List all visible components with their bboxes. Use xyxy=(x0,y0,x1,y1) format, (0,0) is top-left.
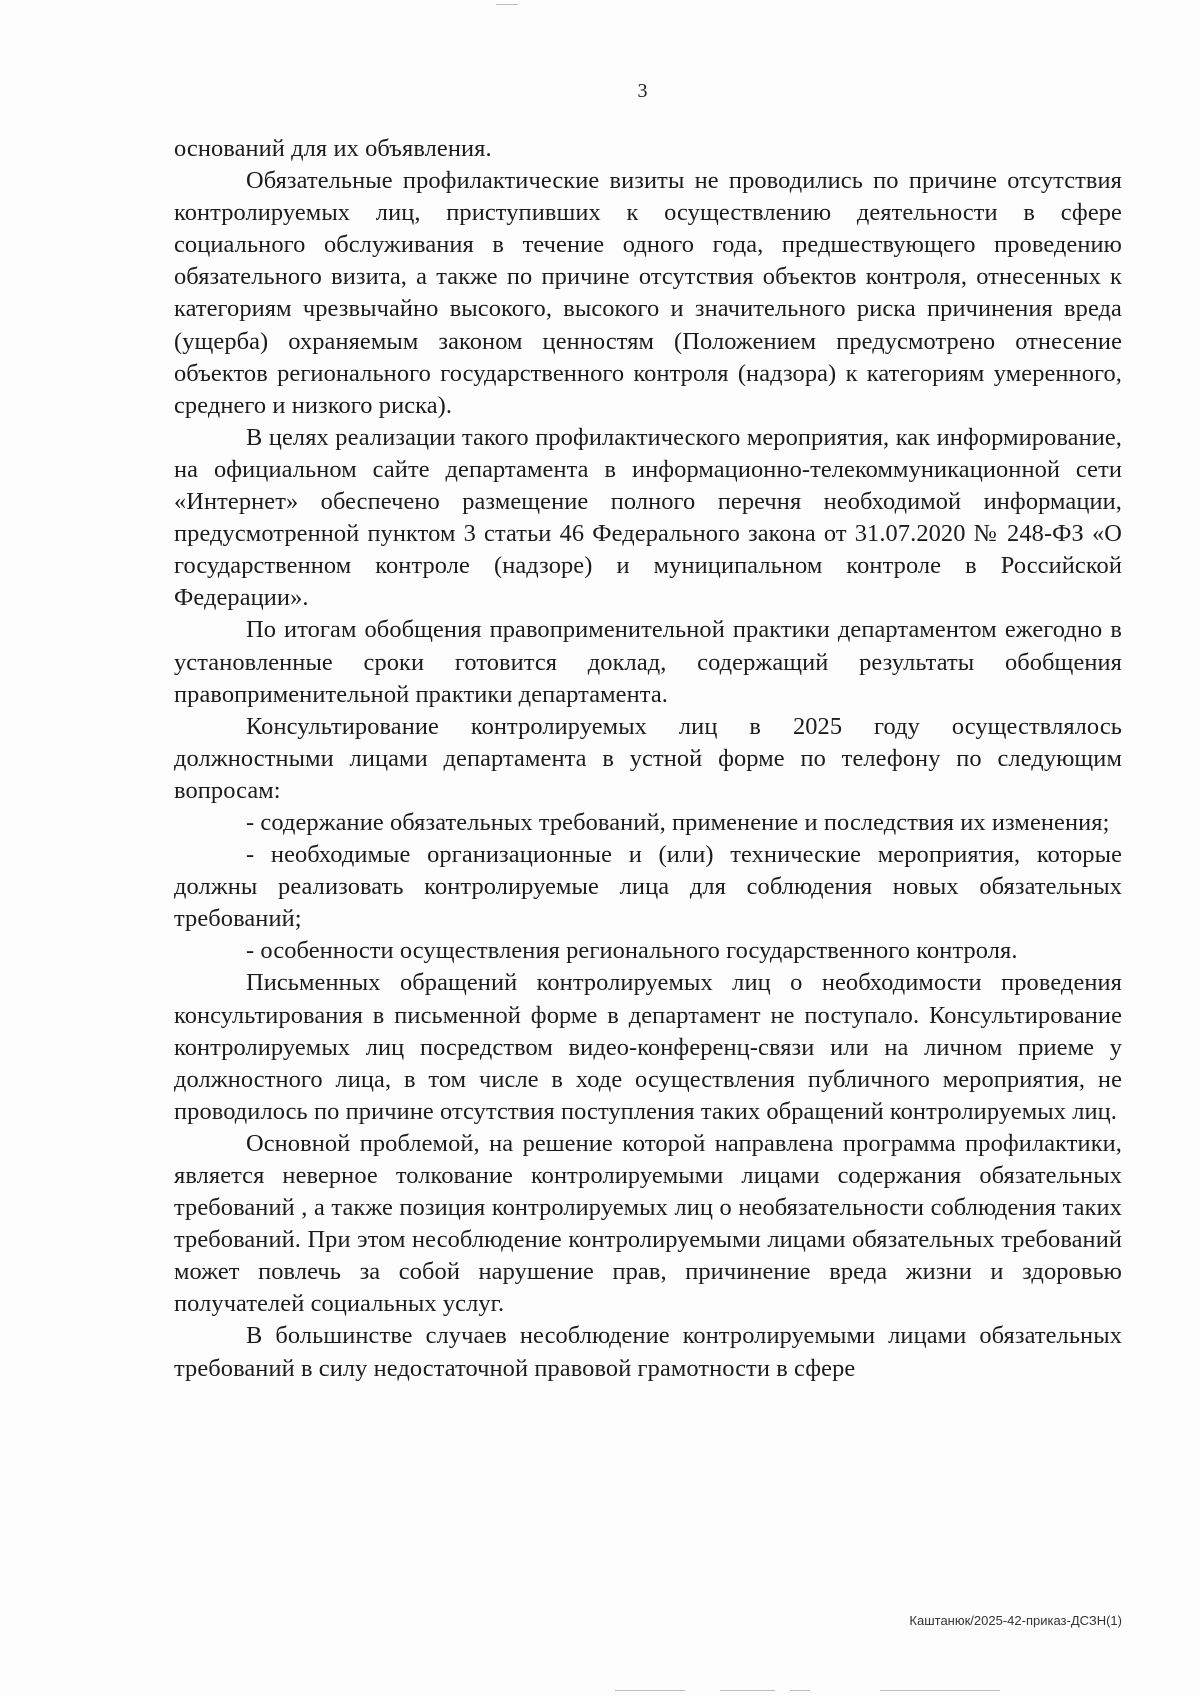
scan-artifact-bottom xyxy=(615,1690,685,1691)
page-number: 3 xyxy=(637,80,648,102)
list-item-requirements: - содержание обязательных требований, применение и последствия их изменения; xyxy=(246,808,1110,836)
paragraph-non-compliance: В большинстве случаев несоблюдение контролируемыми лицами обязательных требований в силу недостаточной правовой грамотности в сфере xyxy=(174,1322,1122,1382)
paragraph-mandatory-visits: Обязательные профилактические визиты не проводились по причине отсутствия контролируемых лиц, приступивших к осуществлению деятельности в сфере социального обслуживания в течение одного года, предшествующего проведению обязательного визита, а также по причине отсутствия объектов контроля, отнесенных к категориям чрезвычайно высокого, высокого и значительного риска причинения вреда (ущерба) охраняемым законом ценностям (Положением предусмотрено отнесение объектов регионального государственного контроля (надзора) к категориям умеренного, среднего и низкого риска). xyxy=(174,167,1122,419)
scan-artifact-bottom xyxy=(880,1690,1000,1691)
paragraph-continuation: оснований для их объявления. xyxy=(174,135,492,162)
list-item-measures: - необходимые организационные и (или) технические мероприятия, которые должны реализовать контролируемые лица для соблюдения новых обязательных требований; xyxy=(174,841,1122,933)
paragraph-practice-summary: По итогам обобщения правоприменительной практики департаментом ежегодно в установленные сроки готовится доклад, содержащий результаты обобщения правоприменительной практики департамента. xyxy=(174,616,1122,708)
list-item-control-features: - особенности осуществления регионального государственного контроля. xyxy=(246,937,1018,965)
paragraph-main-problem: Основной проблемой, на решение которой направлена программа профилактики, является неверное толкование контролируемыми лицами содержания обязательных требований , а также позиция контролируемых лиц о необязательности соблюдения таких требований. При этом несоблюдение контролируемыми лицами обязательных требований может повлечь за собой нарушение прав, причинение вреда жизни и здоровью получателей социальных услуг. xyxy=(174,1129,1122,1318)
scan-artifact-bottom xyxy=(790,1690,810,1691)
scan-artifact-top xyxy=(496,4,518,5)
document-footer-code: Каштанюк/2025-42-приказ-ДСЗН(1) xyxy=(909,1613,1122,1628)
paragraph-consulting: Консультирование контролируемых лиц в 2025 году осуществлялось должностными лицами департамента в устной форме по телефону по следующим вопросам: xyxy=(174,712,1122,804)
paragraph-informing: В целях реализации такого профилактического мероприятия, как информирование, на официальном сайте департамента в информационно-телекоммуникационной сети «Интернет» обеспечено размещение полного перечня необходимой информации, предусмотренной пунктом 3 статьи 46 Федерального закона от 31.07.2020 № 248-ФЗ «О государственном контроле (надзоре) и муниципальном контроле в Российской Федерации». xyxy=(174,423,1122,612)
scan-artifact-bottom xyxy=(720,1690,775,1691)
document-body xyxy=(174,133,1122,1385)
paragraph-written-requests: Письменных обращений контролируемых лиц о необходимости проведения консультирования в письменной форме в департамент не поступало. Консультирование контролируемых лиц посредством видео-конференц-связи или на личном приеме у должностного лица, в том числе в ходе осуществления публичного мероприятия, не проводилось по причине отсутствия поступления таких обращений контролируемых лиц. xyxy=(174,969,1122,1125)
